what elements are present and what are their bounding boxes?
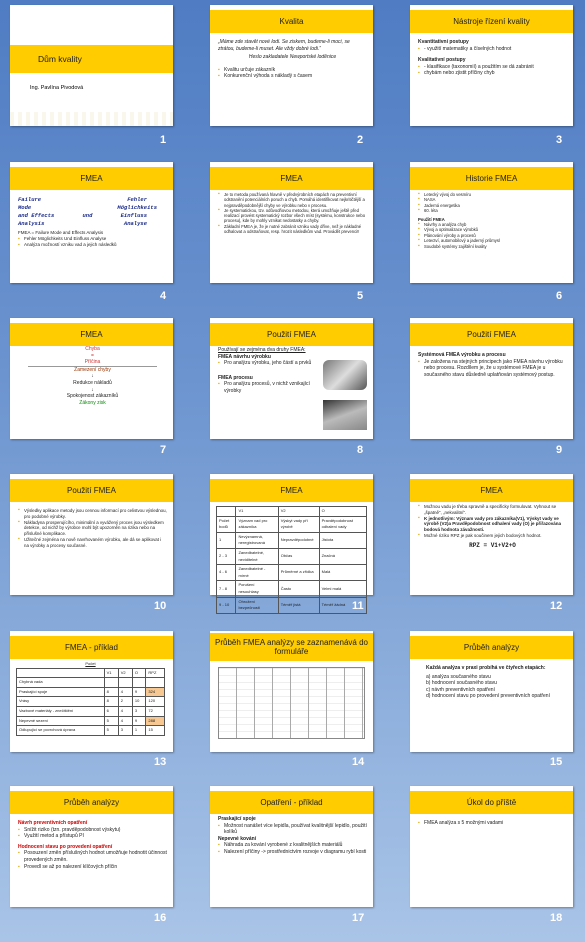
table-cell: Význam vad pro zákazníka — [236, 516, 278, 532]
table-cell: 4 — [118, 716, 132, 726]
bullet-item: ▪ Pro analýzu procesů, v nichž vznikající výrobky — [218, 381, 319, 394]
section-heading: Systémová FMEA výrobku a procesu — [418, 352, 506, 358]
slide-subtitle: Ing. Pavlína Pivodová — [30, 85, 84, 91]
bullet-item: ▪ Soudobé systémy zajištění kvality — [418, 244, 567, 249]
table-cell: 5 — [104, 716, 118, 726]
slide-title: Dům kvality — [10, 45, 173, 73]
bullet-item: ▪ Vývoj a optimalizace výrobků — [418, 227, 567, 232]
bullet-item: ▪ chybám nebo zjistit příčiny chyb — [418, 70, 567, 77]
slide-title: Průběh FMEA analýzy se zaznamenává do formuláře — [210, 633, 373, 661]
bullet-item: ▪ Konkurenční výhoda s nákladý s časem — [218, 73, 367, 80]
slide-number: 14 — [352, 756, 365, 768]
bullet-item: ▪ Nákladyna prosperujícího, minimální a vyvážený proces jsou výsledkem detekce, od nichž by výrobce mohl být upozorněn na rizika nebo na příslušné komplikace. — [18, 520, 167, 537]
section-heading: Návrh preventivních opatření — [18, 820, 88, 826]
slide-number: 2 — [357, 134, 364, 146]
slide-thumbnail-2[interactable] — [210, 5, 373, 126]
table-header: RPZ — [146, 668, 165, 678]
slide-number: 11 — [352, 600, 364, 612]
bullet-item: ▪ K jednotlivým: Význam vady pro zákazníka(V1), Výskyt vady ve výrobě (V2)a Pravděpodobnost odhalení vady (O) je přiřazována bodová hodnota závažnosti. — [418, 516, 567, 533]
section-heading: FMEA procesu — [218, 374, 253, 381]
fmea-word: Analyse — [123, 220, 147, 227]
table-cell: Pravděpodobnost odhalení vady — [319, 516, 366, 532]
table-header: V1 — [104, 668, 118, 678]
table-cell: Nevýznamná, neregistrovaná — [236, 532, 278, 548]
slide-title: Opatření - příklad — [210, 791, 373, 814]
slide-title: FMEA — [210, 167, 373, 190]
fmea-word: Failure — [18, 196, 42, 203]
flow-step: Příčina — [84, 359, 101, 366]
fmea-word: and Effects — [18, 212, 55, 219]
table-cell: Výskyt vady při výrobě — [278, 516, 319, 532]
slide-number: 5 — [357, 290, 364, 302]
arrow-down-icon: ↓ — [91, 386, 94, 393]
bullet-item: ▪ Snížit riziko (tzn. pravděpodobnost výskytu) — [18, 827, 167, 834]
decor-pattern — [10, 112, 173, 126]
table-cell: Velmi malá — [319, 581, 366, 597]
table-cell: Chybná vada — [17, 678, 105, 688]
slide-title: FMEA — [410, 479, 573, 502]
bullet-item: ▪ 60. léta — [418, 208, 567, 213]
bullet-item: ▪ Možnou vadu je třeba spravně a specificky formulovat. Vyhnout se „špatně“, „nekvalitní“. — [418, 504, 567, 516]
rating-table — [216, 506, 367, 614]
fmea-word: Einfluss — [120, 212, 147, 219]
table-cell: 7 - 8 — [217, 581, 236, 597]
bullet-item: ▪ - využití matematiky a číselných hodnot — [418, 46, 567, 53]
table-cell: 8 — [104, 687, 118, 697]
flow-step: Redukce nákladů — [73, 379, 112, 386]
section-heading: Hodnocení stavu po provedení opatření — [18, 843, 113, 850]
table-cell: 6 — [104, 706, 118, 716]
process-image — [323, 400, 367, 430]
bullet-item: ▪ Nalezení příčiny -> prostřednictvím rozvoje v diagramu rybí kosti — [218, 849, 367, 856]
slide-thumbnail-7[interactable] — [10, 318, 173, 439]
bullet-item: ▪ Letecký vývoj do vesmíru — [418, 192, 567, 197]
table-cell: 4 — [118, 687, 132, 697]
slide-number: 1 — [160, 134, 167, 146]
slide-number: 12 — [550, 600, 563, 612]
table-cell: 72 — [146, 706, 165, 716]
slide-title: Historie FMEA — [410, 167, 573, 190]
list-item: c) návrh preventivních opatření — [426, 686, 495, 693]
bullet-item: ▪ Náhrada za kování vyrobené z kvalitnějších materiálů — [218, 842, 367, 849]
table-header: V1 — [236, 507, 278, 517]
table-header: O — [132, 668, 146, 678]
table-cell: 15 — [146, 726, 165, 736]
table-cell — [118, 678, 132, 688]
slide-thumbnail-18[interactable] — [410, 786, 573, 907]
bullet-item: ▪ Možnost nanášet více lepidla, používat kvalitnější lepidlo, použití kolíků — [218, 823, 367, 836]
slide-thumbnail-5[interactable] — [210, 162, 373, 283]
slide-thumbnail-4[interactable] — [10, 162, 173, 283]
slide-number: 16 — [154, 912, 167, 924]
table-cell: 2 — [118, 697, 132, 707]
table-header — [217, 507, 236, 517]
bullet-item: ▪ Užitečné zejména na nově navrhovaném výrobku, ale dá se aplikovat i na výrobky a procesy současné. — [18, 537, 167, 549]
slide-title: FMEA — [10, 323, 173, 346]
slide-number: 7 — [160, 444, 167, 456]
lead-text: Používají se zejména dva druhy FMEA: — [218, 347, 306, 353]
bullet-item: ▪ Návrhy a analýza chyb — [418, 222, 567, 227]
slide-thumbnail-13[interactable] — [10, 631, 173, 752]
table-cell: Odlupující se povrchová úprava — [17, 726, 105, 736]
slide-number: 3 — [556, 134, 563, 146]
bullet-item: ▪ FMEA analýza s 5 možnými vadami — [418, 820, 567, 827]
slide-thumbnail-14[interactable] — [210, 631, 373, 752]
slide-title: FMEA — [210, 479, 373, 502]
table-cell: Vrásy — [17, 697, 105, 707]
car-image — [323, 360, 367, 390]
flow-step: Spokojenost zákazníků — [66, 393, 119, 400]
table-cell: 10 — [132, 697, 146, 707]
table-cell: Zanedbatelné, neviditelné — [236, 548, 278, 564]
slide-number: 6 — [556, 290, 563, 302]
fmea-word: Möglichkeits — [117, 204, 157, 211]
fmea-word: Fehler — [127, 196, 147, 203]
slide-title: Průběh analýzy — [10, 791, 173, 814]
slide-number: 17 — [352, 912, 365, 924]
table-cell: Občas — [278, 548, 319, 564]
lead-text: Každá analýza v praxi probíhá ve čtyřech etapách: — [426, 665, 546, 671]
flow-step: Zákony zisk — [79, 399, 106, 406]
flow-step: Zamezení chyby — [74, 366, 111, 373]
fmea-word: Analysis — [18, 220, 45, 227]
table-cell: Počet bodů — [217, 516, 236, 532]
table-cell — [104, 678, 118, 688]
slide-thumbnail-3[interactable] — [410, 5, 573, 126]
slide-title: FMEA - příklad — [10, 636, 173, 659]
section-heading: Praskající spoje — [218, 816, 256, 822]
slide-title: Průběh analýzy — [410, 636, 573, 659]
table-cell: 9 — [132, 687, 146, 697]
table-cell: 3 — [118, 726, 132, 736]
table-cell: Vazbové materiály - znečištění — [17, 706, 105, 716]
slide-title: Použití FMEA — [410, 323, 573, 346]
bullet-item: ▪ Pro analýzu výrobku, jeho částí a prvků — [218, 360, 319, 367]
table-cell: Téměř žádná — [319, 597, 366, 613]
list-item: a) analýza současného stavu — [426, 673, 491, 680]
slide-title: Nástroje řízení kvality — [410, 10, 573, 33]
fmea-word: Mode — [18, 204, 32, 211]
bullet-item: ▪ Letectví, automobilový a jaderný průmysl — [418, 238, 567, 243]
table-cell: 1 — [132, 726, 146, 736]
list-item: d) hodnocení stavu po provedení preventivních opatření — [426, 693, 550, 700]
quote-text: „Máme zde stavět nové lodi. Se ziskem, budeme-li moci, se ztrátou, budeme-li muset. Ale vždy dobré lodi.“ — [218, 39, 350, 52]
formula: RPZ = V1+V2+O — [469, 541, 516, 549]
fmea-word: und — [82, 212, 93, 219]
table-cell: Zanedbatelné - mírné — [236, 565, 278, 581]
table-cell: 3 — [132, 706, 146, 716]
table-header: V2 — [118, 668, 132, 678]
form-image — [218, 667, 365, 739]
table-header: O — [319, 507, 366, 517]
table-cell: 9 - 10 — [217, 597, 236, 613]
slide-thumbnail-1[interactable] — [10, 5, 173, 126]
slide-thumbnail-8[interactable] — [210, 318, 373, 439]
flow-step: Chyba — [85, 346, 100, 352]
definition: FMEA = Failure Mode and Effects Analysis — [18, 230, 104, 235]
table-cell: Téměř jistá — [278, 597, 319, 613]
slide-thumbnail-17[interactable] — [210, 786, 373, 907]
slide-title: Použití FMEA — [10, 479, 173, 502]
bullet-item: ▪ NASA — [418, 197, 567, 202]
section-heading: Nepevné kování — [218, 835, 257, 842]
slide-title: Kvalita — [210, 10, 373, 33]
bullet-item: ▪ Provedl se až po nalezení klíčových příčin — [18, 864, 167, 871]
table-cell-highlight: 288 — [146, 716, 165, 726]
bullet-item: ▪ Je systematickou, tzv. odůvodňovou metodou, která umožňuje ještě před realizací provést systematický rozbor všech míst (systému, konstrukce nebo procesu), kde by mohly vznikat nedostatky a chyby. — [218, 208, 367, 224]
table-cell: 1 — [217, 532, 236, 548]
slide-number: 9 — [556, 444, 563, 456]
table-header — [17, 668, 105, 678]
table-cell: Značná — [319, 548, 366, 564]
slide-number: 10 — [154, 600, 167, 612]
section-heading: Kvalitativní postupy — [418, 57, 466, 64]
table-cell: Malá — [319, 565, 366, 581]
table-cell: 4 — [118, 706, 132, 716]
bullet-item: ▪ Možné riziko RPZ je pak součinem jejich bodových hodnot. — [418, 533, 567, 539]
table-cell: Často — [278, 581, 319, 597]
table-cell: Porušení nesouhlasy — [236, 581, 278, 597]
bullet-item: ▪ Analýza možností vzniku vad a jejich následků — [18, 242, 167, 248]
table-cell: Nepevné sezení — [17, 716, 105, 726]
slide-number: 13 — [154, 756, 167, 768]
table-cell: Nepravděpodobné — [278, 532, 319, 548]
slide-title: Použití FMEA — [210, 323, 373, 346]
slide-number: 15 — [550, 756, 563, 768]
section-heading: FMEA návrhu výrobku — [218, 353, 271, 360]
slide-number: 4 — [160, 290, 167, 302]
slide-thumbnail-10[interactable] — [10, 474, 173, 595]
section-heading: Kvantitativní postupy — [418, 39, 469, 45]
bullet-item: ▪ Jaderná energetika — [418, 203, 567, 208]
table-cell: Ohrožení bezpečnosti — [236, 597, 278, 613]
bullet-item: ▪ Výsledky aplikace metody jsou cennou informací pro celistvou výslednou, pro podobné výrobky. — [18, 508, 167, 520]
bullet-item: ▪ Základní FMEA je, že je nutné zabránit vzniku vady dříve, než je nákladné odhalovat a odstraňovat, resp. hrozit následkům vad. Provádět prevenci!! — [218, 224, 367, 235]
example-table — [16, 668, 165, 736]
slide-title: FMEA — [10, 167, 173, 190]
list-item: b) hodnocení současného stavu — [426, 680, 497, 687]
slide-thumbnail-9[interactable] — [410, 318, 573, 439]
bullet-item: ▪ Je to metoda používaná hlavně v předvýrobních etapách na preventivní odstranění potenciálních poruch a chyb. Pomáhá identifikovat nejkritičtější a nejpravděpodobnější chyby ve výrobku nebo v procesu. — [218, 192, 367, 208]
quote-author: Heslo zakladatele Newportské loděnice — [248, 54, 337, 61]
table-cell: 8 — [104, 697, 118, 707]
bullet-item: ▪ Posouzení změn příslušných hodnot umožňuje hodnotit účinnost provedených změn. — [18, 850, 167, 863]
table-cell — [132, 678, 146, 688]
slide-thumbnail-16[interactable] — [10, 786, 173, 907]
bullet-item: ▪ Využití metod a přístupů PI — [18, 833, 167, 840]
bullet-item: ▪ - klasifikace (taxonomií) a použitím se dá zabránit — [418, 64, 567, 71]
bullet-item: ▪ Je založena na stejných principech jako FMEA návrhu výrobku nebo procesu. Rozdílem je, že u systémové FMEA je u současného stavu důsledně uplatňován systémový postup. — [418, 359, 567, 379]
table-cell: Praskající spoje — [17, 687, 105, 697]
table-cell: 120 — [146, 697, 165, 707]
slide-thumbnail-15[interactable] — [410, 631, 573, 752]
table-cell: 9 — [132, 716, 146, 726]
bullet-item: ▪ Kvalitu určuje zákazník — [218, 67, 367, 74]
slide-thumbnail-6[interactable] — [410, 162, 573, 283]
slide-number: 8 — [357, 444, 364, 456]
slide-number: 18 — [550, 912, 563, 924]
slide-title: Úkol do příště — [410, 791, 573, 814]
arrow-down-icon: ↓ — [91, 373, 94, 380]
table-cell-highlight: 324 — [146, 687, 165, 697]
table-header: V2 — [278, 507, 319, 517]
section-heading: Použití FMEA — [418, 216, 445, 222]
table-caption: Počet — [85, 661, 96, 666]
table-cell: 4 - 6 — [217, 565, 236, 581]
table-cell: 2 - 3 — [217, 548, 236, 564]
table-cell — [146, 678, 165, 688]
table-cell: 5 — [104, 726, 118, 736]
table-cell: Průměrné a zřídka — [278, 565, 319, 581]
flow-step: = — [91, 352, 94, 359]
slide-thumbnail-12[interactable] — [410, 474, 573, 595]
bullet-item: ▪ Plánování výroby a procesů — [418, 233, 567, 238]
bullet-item: ▪ Fehler Möglichkeits Und Einfluss Analyse — [18, 236, 167, 242]
table-cell: Jistota — [319, 532, 366, 548]
